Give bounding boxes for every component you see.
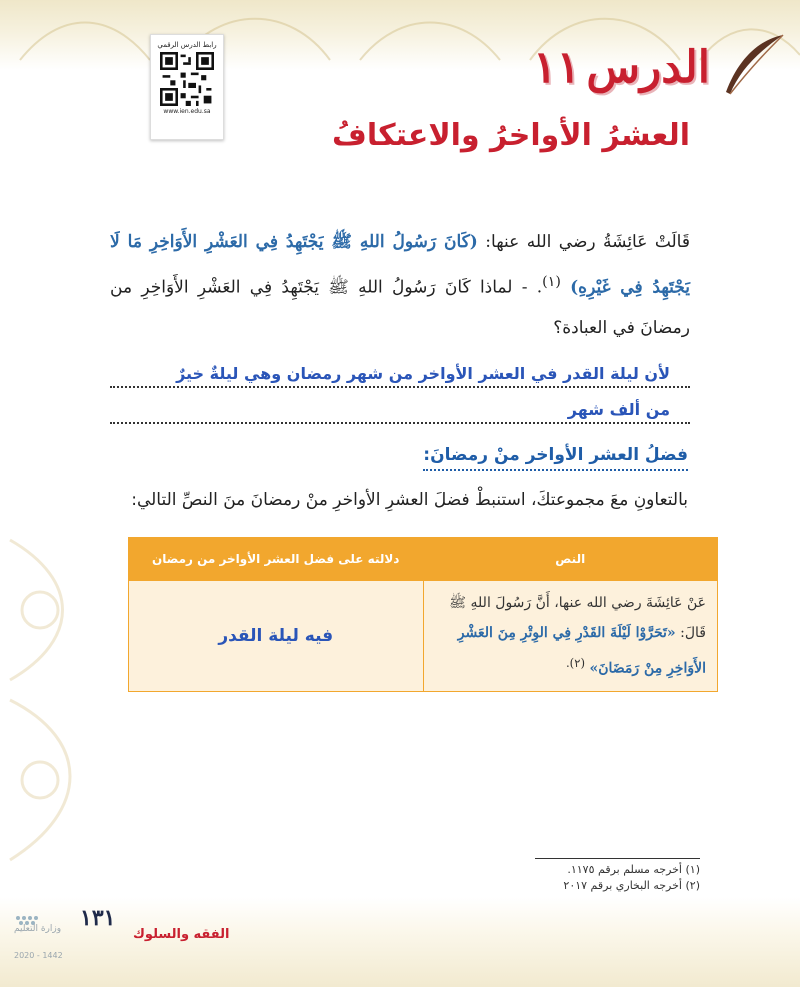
lesson-title: العشرُ الأواخرُ والاعتكافُ [332, 118, 690, 153]
subject-name: الفقه والسلوك [133, 927, 230, 942]
cell-text [423, 581, 718, 692]
row-hadith: «تَحَرَّوْا لَيْلَةَ القَدْرِ فِي الوِتْرِ مِنَ العَشْرِ الأَوَاخِرِ مِنْ رَمَضَانَ» [457, 625, 706, 677]
header-meaning: دلالته على فضل العشر الأواخر من رمضان [129, 538, 424, 581]
intro-question: . - لماذا كَانَ رَسُولُ اللهِ ﷺ يَجْتَهِدُ فِي العَشْرِ الأَوَاخِرِ من رمضانَ في العبادة؟ [110, 277, 690, 338]
qr-code-icon[interactable] [160, 52, 214, 106]
footnote-2: (٢) أخرجه البخاري برقم ٢٠١٧ [563, 879, 700, 892]
answer-line-1[interactable] [110, 352, 690, 388]
section-heading: فضلُ العشر الأواخر منْ رمضانَ: [423, 445, 688, 471]
answer-text-1: لأن ليلة القدر في العشر الأواخر من شهر رمضان وهي ليلةٌ خيرٌ [176, 364, 670, 383]
answer-line-2[interactable] [110, 388, 690, 424]
row-answer: فيه ليلة القدر [218, 626, 334, 646]
side-ornament-icon [0, 520, 120, 880]
ministry-year: 2020 - 1442 [14, 951, 63, 960]
answer-area[interactable] [110, 352, 690, 424]
footnotes [563, 862, 700, 894]
intro-paragraph [110, 222, 690, 348]
footnote-ref-2: (٢). [565, 656, 586, 671]
answer-text-2: من ألف شهر [567, 400, 670, 419]
hadith-speaker: قَالَتْ عَائِشَةُ رضي الله عنها: [485, 232, 690, 252]
ministry-name: وزارة التعليم [14, 924, 62, 934]
footnote-divider [535, 858, 700, 859]
header-text: النص [423, 538, 718, 581]
cell-answer[interactable] [129, 581, 424, 692]
qr-label: رابط الدرس الرقمي [157, 41, 217, 49]
quill-pen-icon [718, 30, 788, 100]
footnote-ref-1: (١) [542, 274, 561, 290]
bottom-decorative-band [0, 897, 800, 987]
lesson-number: ١١ [533, 42, 581, 93]
footnote-1: (١) أخرجه مسلم برقم ١١٧٥. [567, 863, 700, 876]
lesson-word: الدرس [586, 42, 710, 93]
activity-table [128, 537, 718, 692]
lesson-heading [533, 42, 710, 93]
row-text-intro: عَنْ عَائِشَةَ رضي الله عنها، أَنَّ رَسُولَ اللهِ ﷺ قَالَ: [449, 595, 706, 642]
qr-url: www.ien.edu.sa [163, 108, 211, 115]
page-number: ١٣١ [80, 905, 116, 931]
activity-instruction: بالتعاونِ معَ مجموعتكَ، استنبطْ فضلَ العشرِ الأواخرِ منْ رمضانَ منَ النصِّ التالي: [131, 490, 688, 510]
digital-lesson-qr-card[interactable] [150, 34, 224, 140]
table-row [129, 581, 718, 692]
hadith-quote: (كَانَ رَسُولُ اللهِ ﷺ يَجْتَهِدُ فِي العَشْرِ الأَوَاخِرِ مَا لَا يَجْتَهِدُ فِي غَيْرِهِ) [110, 232, 690, 298]
